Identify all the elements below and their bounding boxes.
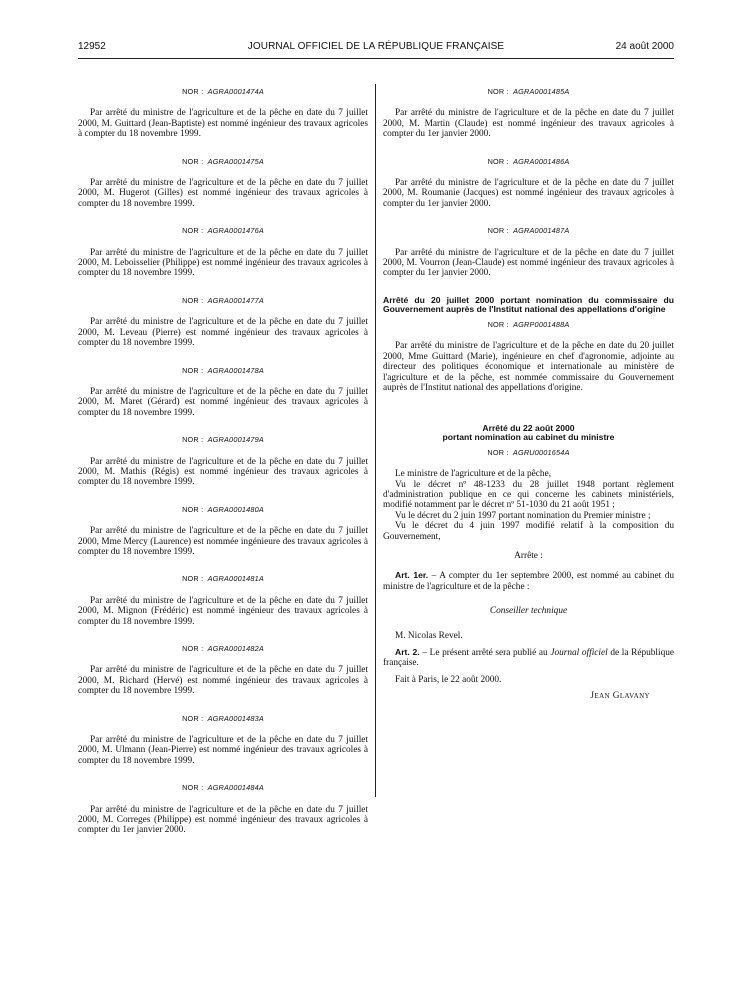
appointment-entry xyxy=(78,366,368,419)
nor-label: NOR : xyxy=(487,320,509,330)
nor-code: AGRA0001478A xyxy=(207,365,264,375)
nor-code: AGRA0001487A xyxy=(513,226,570,236)
column-divider xyxy=(375,84,376,797)
appointment-entry xyxy=(78,435,368,488)
section-institut xyxy=(383,296,674,394)
nor-reference xyxy=(78,714,368,724)
section-title-line2: portant nomination au cabinet du ministre xyxy=(442,432,615,443)
nor-label: NOR : xyxy=(487,447,509,457)
nor-label: NOR : xyxy=(182,644,204,653)
article-2-label: Art. 2. xyxy=(395,646,420,657)
signature: Jean Glavany xyxy=(590,691,650,702)
nor-reference xyxy=(78,226,368,236)
fait-a-paris: Fait à Paris, le 22 août 2000. xyxy=(395,674,502,685)
appointment-paragraph: Par arrêté du ministre de l'agriculture et de la pêche en date du 7 juillet 2000, M. Guittard (Jean-Baptiste) est nommé ingénieur des travaux agricoles à compter du 18 novembre 1999. xyxy=(78,108,368,140)
nor-label: NOR : xyxy=(182,226,204,236)
nor-label: NOR : xyxy=(182,156,204,166)
nor-code: AGRA0001475A xyxy=(207,156,264,166)
page-number: 12952 xyxy=(78,41,106,52)
appointment-paragraph: Par arrêté du ministre de l'agriculture et de la pêche en date du 7 juillet 2000, M. Maret (Gérard) est nommé ingénieur des travaux agricoles à compter du 18 novembre 1999. xyxy=(78,386,368,418)
nor-label: NOR : xyxy=(182,574,204,584)
section-title: Arrêté du 20 juillet 2000 portant nomination du commissaire du Gouvernement auprès de l'Institut national des appellations d'origine xyxy=(383,294,674,315)
appointment-paragraph: Par arrêté du ministre de l'agriculture et de la pêche en date du 7 juillet 2000, M. Leveau (Pierre) est nommé ingénieur des travaux agricoles à compter du 18 novembre 1999. xyxy=(78,317,368,349)
nor-reference xyxy=(78,505,368,515)
nor-label: NOR : xyxy=(182,295,204,305)
nor-reference xyxy=(78,435,368,445)
nor-reference xyxy=(78,296,368,306)
nor-code: AGRA0001486A xyxy=(513,156,570,166)
article-2-pre: – Le présent arrêté sera publié au xyxy=(422,647,548,658)
appointment-paragraph: Par arrêté du ministre de l'agriculture et de la pêche en date du 7 juillet 2000, M. Ulmann (Jean-Pierre) est nommé ingénieur des travaux agricoles à compter du 18 novembre 1999. xyxy=(78,735,368,766)
appointment-entry xyxy=(78,505,368,558)
arrete-label: Arrête : xyxy=(514,550,543,561)
minister-intro: Le ministre de l'agriculture et de la pêche, xyxy=(395,469,552,480)
nor-code: AGRA0001479A xyxy=(207,435,264,445)
appointment-entry xyxy=(78,87,368,140)
nor-code: AGRA0001480A xyxy=(207,504,264,514)
journal-title: JOURNAL OFFICIEL DE LA RÉPUBLIQUE FRANÇAISE xyxy=(247,41,505,52)
appointment-paragraph: Par arrêté du ministre de l'agriculture et de la pêche en date du 7 juillet 2000, M. Leboisselier (Philippe) est nommé ingénieur des travaux agricoles à compter du 18 novembre 1999. xyxy=(78,247,368,279)
section-title-line1: Arrêté du 22 août 2000 xyxy=(482,422,575,433)
appointment-entry xyxy=(383,226,674,279)
appointment-paragraph: Par arrêté du ministre de l'agriculture et de la pêche en date du 7 juillet 2000, M. Mignon (Frédéric) est nommé ingénieur des travaux agricoles à compter du 18 novembre 1999. xyxy=(78,595,368,627)
nor-label: NOR : xyxy=(487,226,509,236)
nor-code: AGRA0001485A xyxy=(513,87,570,96)
nor-reference xyxy=(383,226,674,236)
appointment-entry xyxy=(78,226,368,279)
nor-label: NOR : xyxy=(182,87,204,96)
nor-label: NOR : xyxy=(487,156,509,166)
appointment-paragraph: Par arrêté du ministre de l'agriculture et de la pêche en date du 7 juillet 2000, M. Vourron (Jean-Claude) est nommé ingénieur des travaux agricoles à compter du 1er janvier 2000. xyxy=(383,247,674,279)
nor-code: AGRA0001476A xyxy=(207,226,264,236)
article-1-label: Art. 1er. xyxy=(395,570,429,581)
header-rule xyxy=(78,58,674,59)
nor-reference xyxy=(383,87,674,97)
journal-officiel-ref: Journal officiel xyxy=(550,647,608,658)
vu-decret-2-juin: Vu le décret du 2 juin 1997 portant nomination du Premier ministre ; xyxy=(395,510,651,521)
appointment-paragraph: Par arrêté du ministre de l'agriculture et de la pêche en date du 7 juillet 2000, Mme Mercy (Laurence) est nommée ingénieure des travaux agricoles à compter du 18 novembre 1999. xyxy=(78,526,368,557)
right-column xyxy=(383,87,674,702)
section-cabinet xyxy=(383,424,674,702)
nor-reference xyxy=(383,448,674,458)
nor-reference xyxy=(78,644,368,654)
appointment-entry xyxy=(78,157,368,210)
appointment-paragraph: Par arrêté du ministre de l'agriculture et de la pêche en date du 7 juillet 2000, M. Martin (Claude) est nommé ingénieur des travaux agricoles à compter du 1er janvier 2000. xyxy=(383,108,674,140)
nor-label: NOR : xyxy=(182,365,204,375)
appointment-paragraph: Par arrêté du ministre de l'agriculture et de la pêche en date du 7 juillet 2000, M. Hugerot (Gilles) est nommé ingénieur des travaux agricoles à compter du 18 novembre 1999. xyxy=(78,178,368,209)
appointment-entry xyxy=(78,714,368,767)
page-header xyxy=(78,41,674,55)
appointment-entry xyxy=(78,296,368,349)
appointment-paragraph: Par arrêté du ministre de l'agriculture et de la pêche en date du 7 juillet 2000, M. Mathis (Régis) est nommé ingénieur des travaux agricoles à compter du 18 novembre 1999. xyxy=(78,456,368,488)
nor-code: AGRU0001654A xyxy=(512,447,570,457)
nor-code: AGRA0001477A xyxy=(207,295,264,305)
nor-label: NOR : xyxy=(182,713,204,723)
appointee-name: M. Nicolas Revel. xyxy=(395,630,463,641)
nor-reference xyxy=(78,783,368,793)
appointment-paragraph: Par arrêté du ministre de l'agriculture et de la pêche en date du 7 juillet 2000, M. Correges (Philippe) est nommé ingénieur des travaux agricoles à compter du 1er janvier 2000. xyxy=(78,804,368,836)
issue-date: 24 août 2000 xyxy=(615,41,674,52)
nor-reference xyxy=(383,320,674,330)
role-title: Conseiller technique xyxy=(489,606,568,617)
right-entries xyxy=(383,87,674,279)
appointment-entry xyxy=(78,783,368,836)
nor-reference xyxy=(383,157,674,167)
article-1 xyxy=(383,570,674,592)
article-2-post: de la République française. xyxy=(383,647,675,669)
appointment-paragraph: Par arrêté du ministre de l'agriculture et de la pêche en date du 7 juillet 2000, M. Roumanie (Jacques) est nommé ingénieur des travaux agricoles à compter du 1er janvier 2000. xyxy=(383,178,674,209)
nor-code: AGRA0001483A xyxy=(207,713,264,723)
nor-label: NOR : xyxy=(182,435,204,445)
article-2 xyxy=(383,647,674,669)
left-column xyxy=(78,87,368,853)
article-1-text: – A compter du 1er septembre 2000, est nommé au cabinet du ministre de l'agriculture et de la pêche : xyxy=(383,571,674,592)
nor-reference xyxy=(78,157,368,167)
vu-decret-1948: Vu le décret nº 48-1233 du 28 juillet 1948 portant règlement d'administration publique en ce qui concerne les cabinets ministériels, modifié notamment par le décret nº 51-1030 du 21 août 1951 ; xyxy=(383,479,674,511)
decree-paragraph: Par arrêté du ministre de l'agriculture et de la pêche en date du 20 juillet 2000, Mme Guittard (Marie), ingénieure en chef d'agronomie, adjointe au directeur des politiques économique et internationale au ministère de l'agriculture et de la pêche, est nommée commissaire du Gouvernement auprès de l'Institut national des appellations d'origine. xyxy=(383,341,674,394)
vu-decret-4-juin: Vu le décret du 4 juin 1997 modifié relatif à la composition du Gouvernement, xyxy=(383,521,674,542)
nor-label: NOR : xyxy=(487,87,509,96)
nor-reference xyxy=(78,574,368,584)
appointment-entry xyxy=(78,644,368,697)
nor-code: AGRA0001481A xyxy=(207,574,264,584)
nor-reference xyxy=(78,366,368,376)
appointment-entry xyxy=(78,574,368,627)
nor-label: NOR : xyxy=(182,504,204,514)
nor-reference xyxy=(78,87,368,97)
nor-label: NOR : xyxy=(182,783,204,793)
appointment-paragraph: Par arrêté du ministre de l'agriculture et de la pêche en date du 7 juillet 2000, M. Richard (Hervé) est nommé ingénieur des travaux agricoles à compter du 18 novembre 1999. xyxy=(78,665,368,697)
nor-code: AGRA0001474A xyxy=(207,87,264,96)
nor-code: AGRP0001488A xyxy=(513,320,570,330)
nor-code: AGRA0001482A xyxy=(207,644,264,653)
appointment-entry xyxy=(383,87,674,140)
nor-code: AGRA0001484A xyxy=(207,783,264,793)
appointment-entry xyxy=(383,157,674,210)
